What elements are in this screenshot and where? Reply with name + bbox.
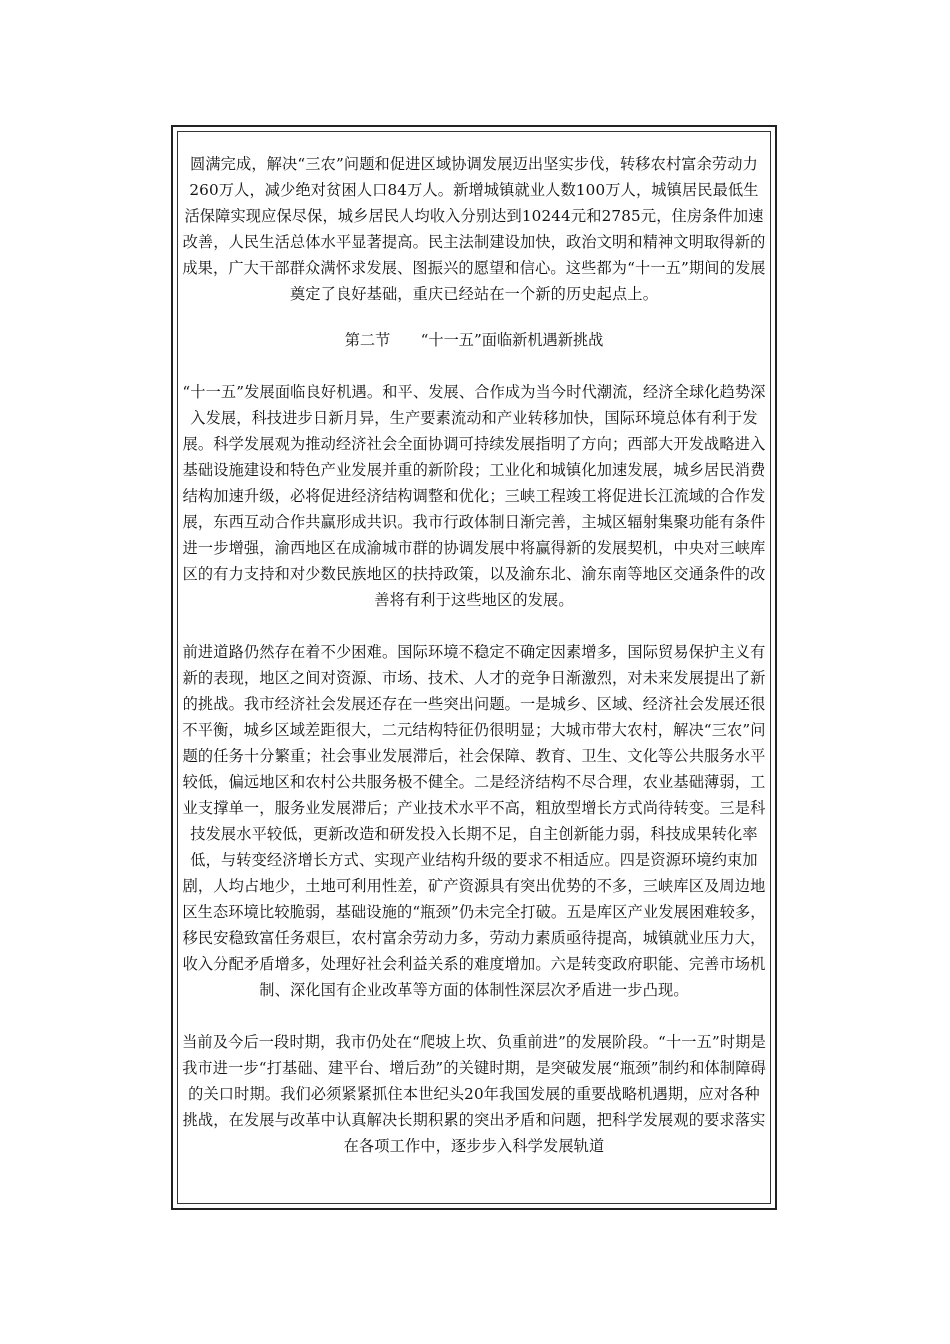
section-heading: 第二节 “十一五”面临新机遇新挑战 xyxy=(344,331,604,349)
paragraph-difficulties: 前进道路仍然存在着不少困难。国际环境不稳定不确定因素增多，国际贸易保护主义有新的表现，地区之间对资源、市场、技术、人才的竞争日渐激烈，对未来发展提出了新的挑战。我市经济社会发展还存在一些突出问题。一是城乡、区域、经济社会发展还很不平衡，城乡区域差距很大，二元结构特征仍很明显；大城市带大农村，解决“三农”问题的任务十分繁重；社会事业发展滞后，社会保障、教育、卫生、文化等公共服务水平较低，偏远地区和农村公共服务极不健全。二是经济结构不尽合理，农业基础薄弱，工业支撑单一，服务业发展滞后；产业技术水平不高，粗放型增长方式尚待转变。三是科技发展水平较低，更新改造和研发投入长期不足，自主创新能力弱，科技成果转化率低，与转变经济增长方式、实现产业结构升级的要求不相适应。四是资源环境约束加剧，人均占地少，土地可利用性差，矿产资源具有突出优势的不多，三峡库区及周边地区生态环境比较脆弱，基础设施的“瓶颈”仍未完全打破。五是库区产业发展困难较多，移民安稳致富任务艰巨，农村富余劳动力多，劳动力素质亟待提高，城镇就业压力大，收入分配矛盾增多，处理好社会利益关系的难度增加。六是转变政府职能、完善市场机制、深化国有企业改革等方面的体制性深层次矛盾进一步凸现。 xyxy=(182,643,766,999)
spacer xyxy=(182,613,766,639)
page-frame xyxy=(171,125,777,1210)
spacer xyxy=(182,1003,766,1029)
spacer xyxy=(182,307,766,327)
paragraph-achievements: 圆满完成，解决“三农”问题和促进区域协调发展迈出坚实步伐，转移农村富余劳动力260万人，减少绝对贫困人口84万人。新增城镇就业人数100万人，城镇居民最低生活保障实现应保尽保，城乡居民人均收入分别达到10244元和2785元，住房条件加速改善，人民生活总体水平显著提高。民主法制建设加快，政治文明和精神文明取得新的成果，广大干部群众满怀求发展、图振兴的愿望和信心。这些都为“十一五”期间的发展奠定了良好基础，重庆已经站在一个新的历史起点上。 xyxy=(182,155,766,303)
paragraph-current-stage: 当前及今后一段时期，我市仍处在“爬坡上坎、负重前进”的发展阶段。“十一五”时期是我市进一步“打基础、建平台、增后劲”的关键时期，是突破发展“瓶颈”制约和体制障碍的关口时期。我们必须紧紧抓住本世纪头20年我国发展的重要战略机遇期，应对各种挑战，在发展与改革中认真解决长期积累的突出矛盾和问题，把科学发展观的要求落实在各项工作中，逐步步入科学发展轨道 xyxy=(182,1033,766,1155)
spacer xyxy=(182,353,766,379)
paragraph-opportunities: “十一五”发展面临良好机遇。和平、发展、合作成为当今时代潮流，经济全球化趋势深入发展，科技进步日新月异，生产要素流动和产业转移加快，国际环境总体有利于发展。科学发展观为推动经济社会全面协调可持续发展指明了方向；西部大开发战略进入基础设施建设和特色产业发展并重的新阶段；工业化和城镇化加速发展，城乡居民消费结构加速升级，必将促进经济结构调整和优化；三峡工程竣工将促进长江流域的合作发展，东西互动合作共赢形成共识。我市行政体制日渐完善，主城区辐射集聚功能有条件进一步增强，渝西地区在成渝城市群的协调发展中将赢得新的发展契机，中央对三峡库区的有力支持和对少数民族地区的扶持政策，以及渝东北、渝东南等地区交通条件的改善将有利于这些地区的发展。 xyxy=(182,383,766,609)
document-body xyxy=(178,132,770,1159)
page-frame-inner xyxy=(177,131,771,1204)
